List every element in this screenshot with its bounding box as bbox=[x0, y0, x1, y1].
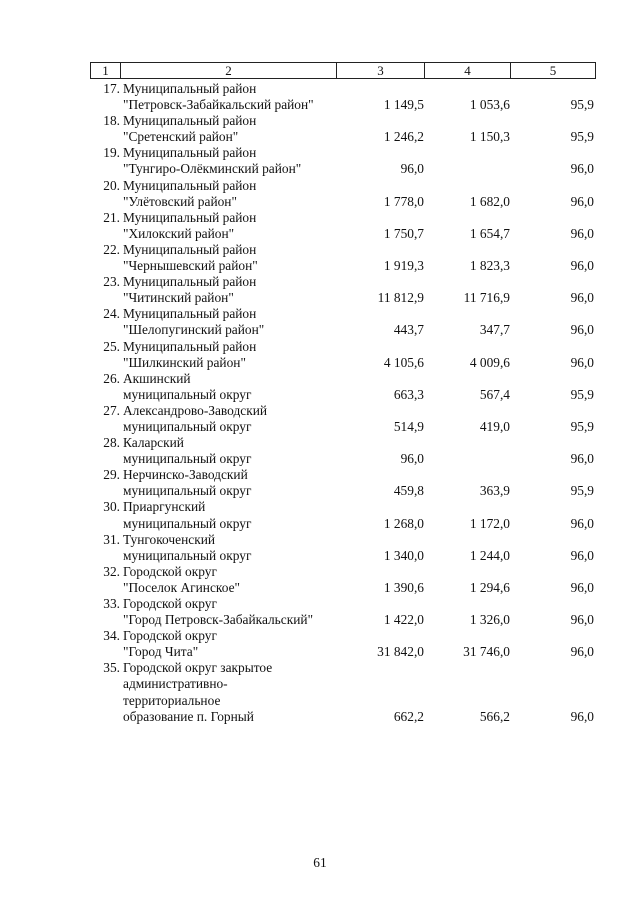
row-number: 28. bbox=[103, 435, 120, 451]
table-row bbox=[90, 113, 596, 145]
row-number: 20. bbox=[103, 177, 120, 193]
name-line: Муниципальный район bbox=[123, 113, 257, 129]
name-line: образование п. Горный bbox=[123, 708, 254, 724]
row-number: 31. bbox=[103, 531, 120, 547]
name-line: "Хилокский район" bbox=[123, 225, 235, 241]
table-row bbox=[90, 628, 596, 660]
value-col-4: 1 150,3 bbox=[469, 129, 510, 145]
name-line: Муниципальный район bbox=[123, 177, 257, 193]
value-col-4: 1 294,6 bbox=[469, 579, 510, 595]
header-col-3: 3 bbox=[337, 63, 425, 78]
row-number: 35. bbox=[103, 660, 120, 676]
header-col-5: 5 bbox=[549, 63, 557, 78]
value-col-4: 566,2 bbox=[479, 708, 510, 724]
value-col-5: 96,0 bbox=[570, 515, 594, 531]
value-col-3: 1 390,6 bbox=[383, 579, 424, 595]
value-col-3: 1 246,2 bbox=[383, 129, 424, 145]
value-col-3: 1 422,0 bbox=[383, 612, 424, 628]
name-line: муниципальный округ bbox=[123, 483, 252, 499]
row-number: 27. bbox=[103, 402, 120, 418]
table-row bbox=[90, 210, 596, 242]
name-line: муниципальный округ bbox=[123, 386, 252, 402]
table-header bbox=[90, 62, 596, 79]
value-col-5: 96,0 bbox=[570, 193, 594, 209]
name-line: муниципальный округ bbox=[123, 418, 252, 434]
name-line: "Город Петровск-Забайкальский" bbox=[123, 612, 314, 628]
value-col-5: 96,0 bbox=[570, 644, 594, 660]
municipality-name bbox=[123, 242, 338, 274]
value-col-4: 1 244,0 bbox=[469, 547, 510, 563]
table-row bbox=[90, 145, 596, 177]
value-col-4: 567,4 bbox=[479, 386, 510, 402]
municipality-name bbox=[123, 210, 338, 242]
value-col-3: 663,3 bbox=[393, 386, 424, 402]
name-line: Городской округ bbox=[123, 563, 217, 579]
table-row bbox=[90, 532, 596, 564]
value-col-4: 1 326,0 bbox=[469, 612, 510, 628]
municipality-name bbox=[123, 532, 338, 564]
name-line: Александрово-Заводский bbox=[123, 402, 268, 418]
row-number: 30. bbox=[103, 499, 120, 515]
value-col-3: 1 919,3 bbox=[383, 258, 424, 274]
header-col-1: 1 bbox=[91, 63, 121, 78]
value-col-5: 95,9 bbox=[570, 418, 594, 434]
municipality-name bbox=[123, 660, 338, 724]
municipality-name bbox=[123, 467, 338, 499]
header-col-4: 4 bbox=[425, 63, 511, 78]
table-row bbox=[90, 435, 596, 467]
value-col-3: 514,9 bbox=[393, 418, 424, 434]
name-line: Акшинский bbox=[123, 370, 191, 386]
row-number: 21. bbox=[103, 209, 120, 225]
value-col-3: 11 812,9 bbox=[377, 290, 424, 306]
row-number: 18. bbox=[103, 113, 120, 129]
table-row bbox=[90, 403, 596, 435]
table-row bbox=[90, 339, 596, 371]
name-line: "Поселок Агинское" bbox=[123, 579, 240, 595]
name-line: "Тунгиро-Олёкминский район" bbox=[123, 161, 302, 177]
table-row bbox=[90, 306, 596, 338]
name-line: Каларский bbox=[123, 435, 184, 451]
municipality-name bbox=[123, 306, 338, 338]
value-col-5: 96,0 bbox=[570, 451, 594, 467]
value-col-5: 96,0 bbox=[570, 612, 594, 628]
name-line: Приаргунский bbox=[123, 499, 206, 515]
value-col-4: 1 654,7 bbox=[469, 225, 510, 241]
table-row bbox=[90, 371, 596, 403]
value-col-3: 443,7 bbox=[393, 322, 424, 338]
value-col-5: 96,0 bbox=[570, 258, 594, 274]
value-col-3: 1 750,7 bbox=[383, 225, 424, 241]
name-line: Муниципальный район bbox=[123, 145, 257, 161]
name-line: Нерчинско-Заводский bbox=[123, 467, 248, 483]
row-number: 19. bbox=[103, 145, 120, 161]
value-col-3: 459,8 bbox=[393, 483, 424, 499]
row-number: 17. bbox=[103, 81, 120, 96]
municipality-name bbox=[123, 403, 338, 435]
name-line: "Шелопугинский район" bbox=[123, 322, 265, 338]
name-line: "Сретенский район" bbox=[123, 129, 239, 145]
table-row bbox=[90, 467, 596, 499]
value-col-4: 1 172,0 bbox=[469, 515, 510, 531]
table-row bbox=[90, 596, 596, 628]
row-number: 33. bbox=[103, 596, 120, 611]
value-col-5: 96,0 bbox=[570, 290, 594, 306]
value-col-3: 4 105,6 bbox=[383, 354, 424, 370]
value-col-5: 95,9 bbox=[570, 129, 594, 145]
table-row bbox=[90, 499, 596, 531]
value-col-4: 1 053,6 bbox=[469, 97, 510, 113]
value-col-5: 96,0 bbox=[570, 161, 594, 177]
municipality-name bbox=[123, 435, 338, 467]
table-row bbox=[90, 660, 596, 724]
value-col-3: 96,0 bbox=[400, 161, 424, 177]
name-line: Муниципальный район bbox=[123, 81, 257, 96]
row-number: 34. bbox=[103, 628, 120, 644]
value-col-5: 96,0 bbox=[570, 225, 594, 241]
table-row bbox=[90, 274, 596, 306]
municipality-name bbox=[123, 564, 338, 596]
value-col-5: 95,9 bbox=[570, 386, 594, 402]
value-col-4: 347,7 bbox=[479, 322, 510, 338]
name-line: территориальное bbox=[123, 692, 221, 708]
name-line: Городской округ bbox=[123, 628, 217, 644]
name-line: "Читинский район" bbox=[123, 290, 234, 306]
name-line: Муниципальный район bbox=[123, 306, 257, 322]
value-col-3: 31 842,0 bbox=[377, 644, 424, 660]
value-col-4: 31 746,0 bbox=[463, 644, 510, 660]
table-row bbox=[90, 178, 596, 210]
name-line: "Чернышевский район" bbox=[123, 258, 258, 274]
table-row bbox=[90, 564, 596, 596]
row-number: 24. bbox=[103, 306, 120, 322]
municipality-name bbox=[123, 113, 338, 145]
table-row bbox=[90, 242, 596, 274]
value-col-5: 96,0 bbox=[570, 354, 594, 370]
row-number: 26. bbox=[103, 370, 120, 386]
value-col-4: 419,0 bbox=[479, 418, 510, 434]
value-col-3: 1 340,0 bbox=[383, 547, 424, 563]
name-line: "Улётовский район" bbox=[123, 193, 237, 209]
value-col-4: 11 716,9 bbox=[463, 290, 510, 306]
row-number: 25. bbox=[103, 338, 120, 354]
row-number: 29. bbox=[103, 467, 120, 483]
name-line: "Город Чита" bbox=[123, 644, 199, 660]
row-number: 32. bbox=[103, 563, 120, 579]
name-line: муниципальный округ bbox=[123, 547, 252, 563]
value-col-3: 662,2 bbox=[393, 708, 424, 724]
name-line: Муниципальный район bbox=[123, 241, 257, 257]
value-col-3: 1 778,0 bbox=[383, 193, 424, 209]
name-line: Городской округ bbox=[123, 596, 217, 611]
name-line: Муниципальный район bbox=[123, 209, 257, 225]
name-line: "Шилкинский район" bbox=[123, 354, 246, 370]
name-line: административно- bbox=[123, 676, 228, 692]
value-col-4: 363,9 bbox=[479, 483, 510, 499]
municipality-name bbox=[123, 145, 338, 177]
value-col-5: 96,0 bbox=[570, 708, 594, 724]
value-col-5: 95,9 bbox=[570, 483, 594, 499]
municipality-name bbox=[123, 499, 338, 531]
value-col-5: 96,0 bbox=[570, 322, 594, 338]
municipality-name bbox=[123, 178, 338, 210]
name-line: Тунгокоченский bbox=[123, 531, 216, 547]
name-line: Муниципальный район bbox=[123, 274, 257, 290]
row-number: 22. bbox=[103, 241, 120, 257]
value-col-3: 1 268,0 bbox=[383, 515, 424, 531]
municipality-name bbox=[123, 371, 338, 403]
municipality-name bbox=[123, 596, 338, 628]
name-line: Городской округ закрытое bbox=[123, 660, 273, 676]
value-col-5: 96,0 bbox=[570, 547, 594, 563]
row-number: 23. bbox=[103, 274, 120, 290]
name-line: муниципальный округ bbox=[123, 515, 252, 531]
table-body bbox=[90, 81, 596, 725]
value-col-4: 4 009,6 bbox=[469, 354, 510, 370]
value-col-3: 96,0 bbox=[400, 451, 424, 467]
value-col-5: 96,0 bbox=[570, 579, 594, 595]
name-line: Муниципальный район bbox=[123, 338, 257, 354]
value-col-5: 95,9 bbox=[570, 97, 594, 113]
name-line: муниципальный округ bbox=[123, 451, 252, 467]
name-line: "Петровск-Забайкальский район" bbox=[123, 97, 314, 113]
value-col-4: 1 682,0 bbox=[469, 193, 510, 209]
municipality-name bbox=[123, 339, 338, 371]
municipality-name bbox=[123, 81, 338, 113]
page-number: 61 bbox=[313, 855, 327, 870]
municipality-name bbox=[123, 628, 338, 660]
value-col-3: 1 149,5 bbox=[383, 97, 424, 113]
value-col-4: 1 823,3 bbox=[469, 258, 510, 274]
municipality-name bbox=[123, 274, 338, 306]
header-col-2: 2 bbox=[121, 63, 337, 78]
table-row bbox=[90, 81, 596, 113]
